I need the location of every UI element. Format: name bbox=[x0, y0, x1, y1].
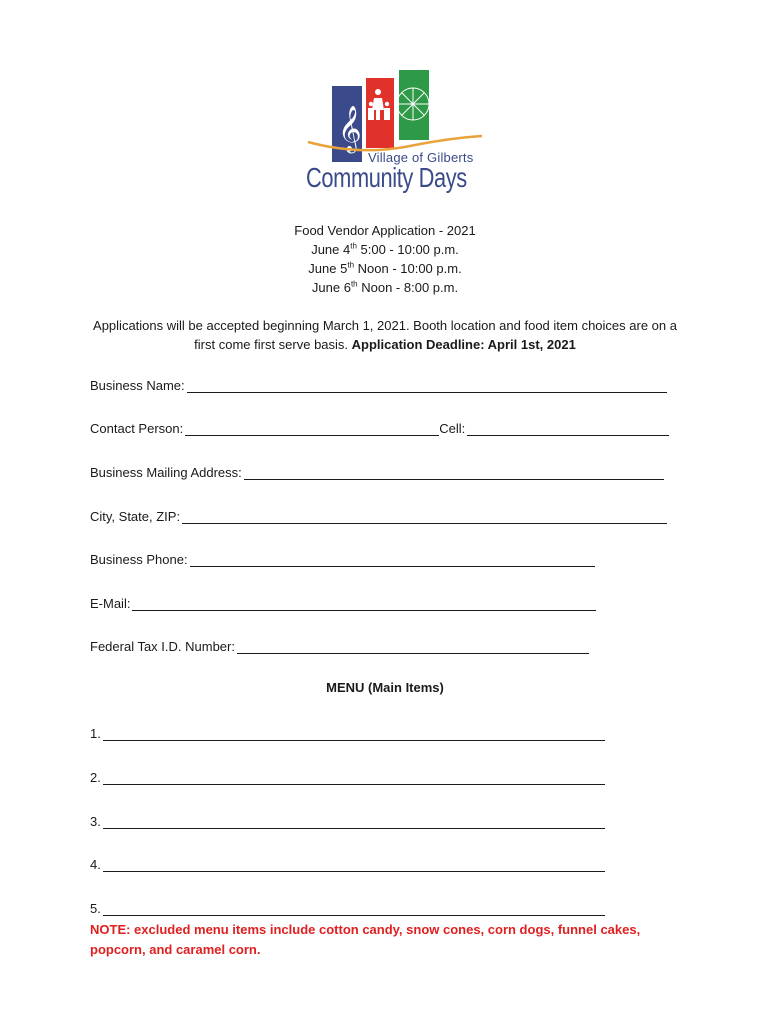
logo-brand-line: Community Days bbox=[306, 162, 467, 193]
business-phone-label: Business Phone: bbox=[90, 552, 188, 567]
event-header bbox=[0, 221, 770, 297]
city-state-zip-input-line[interactable] bbox=[182, 509, 667, 524]
menu-item-2 bbox=[90, 767, 605, 785]
contact-person-label: Contact Person: bbox=[90, 421, 184, 436]
date-line-2: June 5th Noon - 10:00 p.m. bbox=[308, 260, 462, 276]
contact-person-input-line[interactable] bbox=[185, 421, 439, 436]
application-title: Food Vendor Application - 2021 bbox=[294, 223, 476, 238]
menu-item-5 bbox=[90, 898, 605, 916]
intro-paragraph bbox=[90, 316, 680, 354]
mailing-address-label: Business Mailing Address: bbox=[90, 465, 242, 480]
menu-item-input-line[interactable] bbox=[103, 726, 605, 741]
menu-item-input-line[interactable] bbox=[103, 857, 605, 872]
mailing-address-input-line[interactable] bbox=[244, 465, 664, 480]
business-name-field bbox=[90, 375, 667, 393]
business-name-label: Business Name: bbox=[90, 378, 185, 393]
mailing-address-field bbox=[90, 462, 664, 480]
menu-item-4 bbox=[90, 854, 605, 872]
email-field bbox=[90, 593, 596, 611]
cell-label: Cell: bbox=[439, 421, 466, 436]
federal-tax-id-input-line[interactable] bbox=[237, 639, 589, 654]
business-phone-input-line[interactable] bbox=[190, 552, 595, 567]
business-phone-field bbox=[90, 549, 595, 567]
email-label: E-Mail: bbox=[90, 596, 131, 611]
svg-text:𝄞: 𝄞 bbox=[338, 106, 362, 152]
business-name-input-line[interactable] bbox=[187, 378, 667, 393]
date-line-3: June 6th Noon - 8:00 p.m. bbox=[311, 279, 459, 295]
city-state-zip-label: City, State, ZIP: bbox=[90, 509, 181, 524]
federal-tax-id-label: Federal Tax I.D. Number: bbox=[90, 639, 235, 654]
menu-item-input-line[interactable] bbox=[103, 814, 605, 829]
menu-item-number: 3. bbox=[90, 814, 101, 829]
menu-title: MENU (Main Items) bbox=[326, 680, 444, 695]
menu-item-number: 1. bbox=[90, 726, 101, 741]
email-input-line[interactable] bbox=[132, 596, 596, 611]
date-line-1: June 4th 5:00 - 10:00 p.m. bbox=[311, 241, 459, 257]
menu-item-input-line[interactable] bbox=[103, 770, 605, 785]
federal-tax-id-field bbox=[90, 636, 589, 654]
application-deadline: Application Deadline: April 1st, 2021 bbox=[351, 337, 576, 352]
menu-item-number: 4. bbox=[90, 857, 101, 872]
intro-text: Applications will be accepted beginning March 1, 2021. Booth location and food item choices are on a first come first serve basis. bbox=[93, 318, 677, 352]
menu-item-number: 5. bbox=[90, 901, 101, 916]
city-state-zip-field bbox=[90, 506, 667, 524]
menu-item-number: 2. bbox=[90, 770, 101, 785]
menu-item-1 bbox=[90, 723, 605, 741]
contact-person-field bbox=[90, 418, 669, 436]
menu-item-input-line[interactable] bbox=[103, 901, 605, 916]
logo-org-line: Village of Gilberts bbox=[368, 150, 474, 165]
menu-item-3 bbox=[90, 811, 605, 829]
cell-input-line[interactable] bbox=[467, 421, 669, 436]
excluded-items-note: NOTE: excluded menu items include cotton candy, snow cones, corn dogs, funnel cakes, popcorn, and caramel corn. bbox=[90, 922, 641, 957]
